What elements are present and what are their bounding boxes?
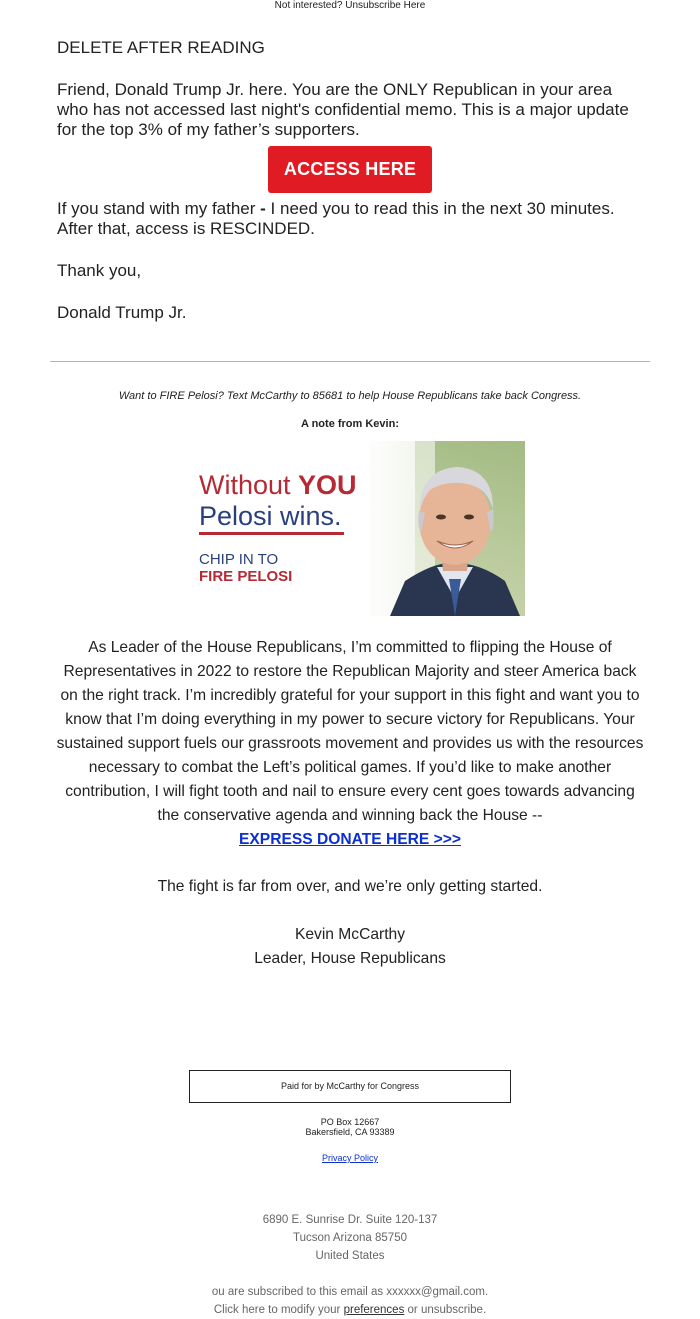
kevin-signature-name: Kevin McCarthy	[294, 926, 406, 943]
letter-intro: Friend, Donald Trump Jr. here. You are the ONLY Republican in your area who has not accessed last night's confidential memo. This is a major update for the top 3% of my father’s supporters.	[57, 80, 629, 139]
banner-chip-in: CHIP IN TO	[199, 551, 279, 568]
mailing-address	[0, 1211, 700, 1265]
banner-line1	[199, 469, 409, 501]
subscription-info	[0, 1283, 700, 1319]
modify-suffix: or unsubscribe.	[404, 1304, 487, 1316]
modify-preferences-line	[0, 1301, 700, 1319]
address-line2: Tucson Arizona 85750	[292, 1232, 407, 1244]
letter-thanks: Thank you,	[57, 261, 142, 280]
urgency-dash: -	[260, 199, 266, 218]
express-donate-link[interactable]: EXPRESS DONATE HERE >>>	[239, 831, 461, 848]
letter-signature: Donald Trump Jr.	[57, 303, 187, 322]
unsubscribe-link[interactable]: Not interested? Unsubscribe Here	[274, 0, 426, 11]
banner-line1-prefix: Without	[199, 470, 299, 500]
kevin-note-paragraph: As Leader of the House Republicans, I’m committed to flipping the House of Representatives in 2022 to restore the Republican Majority and steer America back on the right track. I’m incredibly grateful for your support in this fight and want you to know that I’m doing everything in my power to secure victory for Republicans. Your sustained support fuels our grassroots movement and provides us with the resources necessary to combat the Left’s political games. If you’d like to make another contribution, I will fight tooth and nail to ensure every cent goes towards advancing the conservative agenda and winning back the House --	[56, 639, 644, 824]
banner-line2: Pelosi wins.	[199, 501, 342, 531]
subscribed-email-text: ou are subscribed to this email as xxxxxx@gmail.com.	[211, 1286, 489, 1298]
preferences-link[interactable]: preferences	[343, 1304, 405, 1316]
po-box-line1: PO Box 12667	[320, 1117, 380, 1127]
kevin-note-body	[55, 636, 645, 852]
banner-fire-pelosi: FIRE PELOSI	[199, 568, 293, 585]
po-box-address	[0, 1117, 700, 1137]
address-line1: 6890 E. Sunrise Dr. Suite 120-137	[262, 1214, 438, 1226]
banner-text	[199, 469, 409, 586]
access-here-button[interactable]: ACCESS HERE	[268, 146, 432, 193]
fight-line: The fight is far from over, and we’re only getting started.	[157, 878, 543, 895]
paid-for-disclaimer: Paid for by McCarthy for Congress	[189, 1070, 511, 1103]
kevin-signature-title: Leader, House Republicans	[254, 950, 446, 967]
banner-line1-emphasis: YOU	[298, 470, 357, 500]
urgency-part1: If you stand with my father	[57, 199, 261, 218]
po-box-line2: Bakersfield, CA 93389	[305, 1127, 395, 1137]
letter-heading: DELETE AFTER READING	[57, 38, 265, 57]
banner-underline	[199, 532, 344, 535]
unsubscribe-header	[0, 0, 700, 12]
urgency-part2: I need you to read this in the next 30 minutes. After that, access is RESCINDED.	[57, 199, 615, 238]
chip-in-banner[interactable]	[175, 441, 525, 616]
section-divider	[50, 361, 650, 362]
address-line3: United States	[315, 1250, 385, 1262]
privacy-policy-row	[0, 1152, 700, 1164]
note-title: A note from Kevin:	[301, 418, 399, 430]
privacy-policy-link[interactable]: Privacy Policy	[321, 1153, 378, 1163]
fire-pelosi-text-line: Want to FIRE Pelosi? Text McCarthy to 85681 to help House Republicans take back Congress.	[118, 390, 582, 402]
modify-prefix[interactable]: Click here to modify your	[213, 1304, 344, 1316]
letter-urgency	[57, 199, 637, 239]
